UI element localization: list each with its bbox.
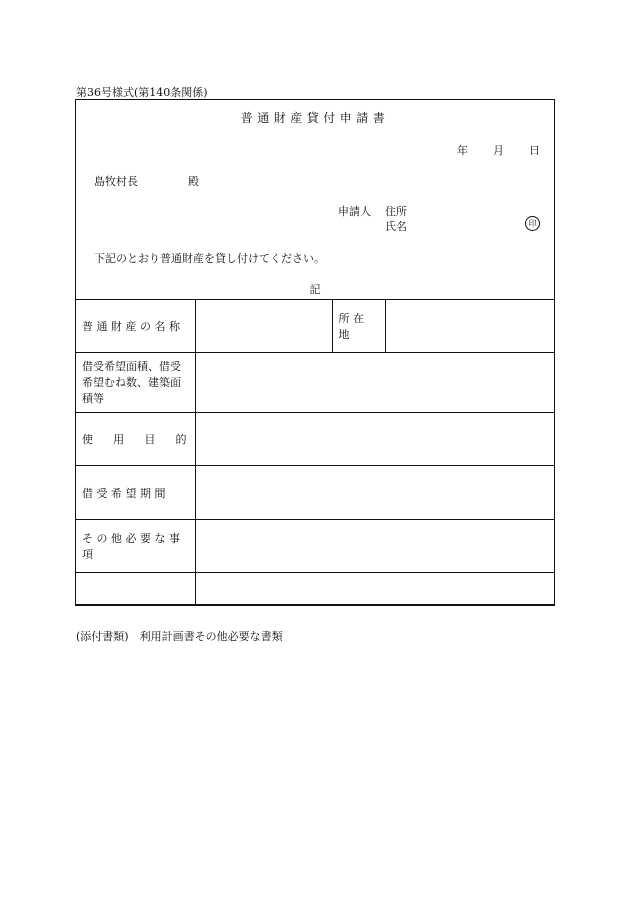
property-name-label: 普通財産の名称: [76, 300, 195, 353]
blank-field[interactable]: [195, 573, 554, 604]
attachment-note: (添付書類) 利用計画書その他必要な書類: [76, 630, 283, 643]
application-form: [75, 99, 555, 606]
details-table: [76, 299, 554, 604]
other-field[interactable]: [195, 520, 554, 573]
table-row: [76, 413, 554, 466]
purpose-char: 目: [144, 433, 156, 446]
purpose-label: [76, 413, 195, 466]
table-row: [76, 466, 554, 520]
form-number-label: 第36号様式(第140条関係): [76, 86, 208, 99]
seal-icon: 印: [525, 216, 540, 231]
area-field[interactable]: [195, 353, 554, 413]
other-label: その他必要な事項: [76, 520, 195, 573]
date-year-label: 年: [457, 144, 468, 157]
purpose-char: 用: [113, 433, 125, 446]
request-statement: 下記のとおり普通財産を貸し付けてください。: [94, 252, 325, 265]
location-label: 所在地: [332, 300, 385, 353]
ki-heading: 記: [309, 283, 321, 296]
date-day-label: 日: [529, 144, 540, 157]
addressee-honorific: 殿: [188, 175, 199, 188]
purpose-field[interactable]: [195, 413, 554, 466]
addressee: 島牧村長: [94, 175, 138, 188]
area-label: 借受希望面積、借受希望むね数、建築面積等: [76, 353, 195, 413]
period-label: 借受希望期間: [76, 466, 195, 520]
blank-label-cell: [76, 573, 195, 604]
table-row: [76, 520, 554, 573]
applicant-label: 申請人: [338, 205, 371, 218]
property-name-field[interactable]: [195, 300, 332, 353]
table-row: [76, 573, 554, 604]
form-title: 普通財産貸付申請書: [240, 111, 390, 125]
address-label: 住所: [385, 205, 407, 218]
date-month-label: 月: [493, 144, 504, 157]
purpose-char: 使: [82, 433, 93, 446]
period-field[interactable]: [195, 466, 554, 520]
table-row: [76, 300, 554, 353]
purpose-char: 的: [175, 433, 187, 446]
table-row: [76, 353, 554, 413]
location-field[interactable]: [385, 300, 554, 353]
name-label: 氏名: [385, 220, 407, 233]
